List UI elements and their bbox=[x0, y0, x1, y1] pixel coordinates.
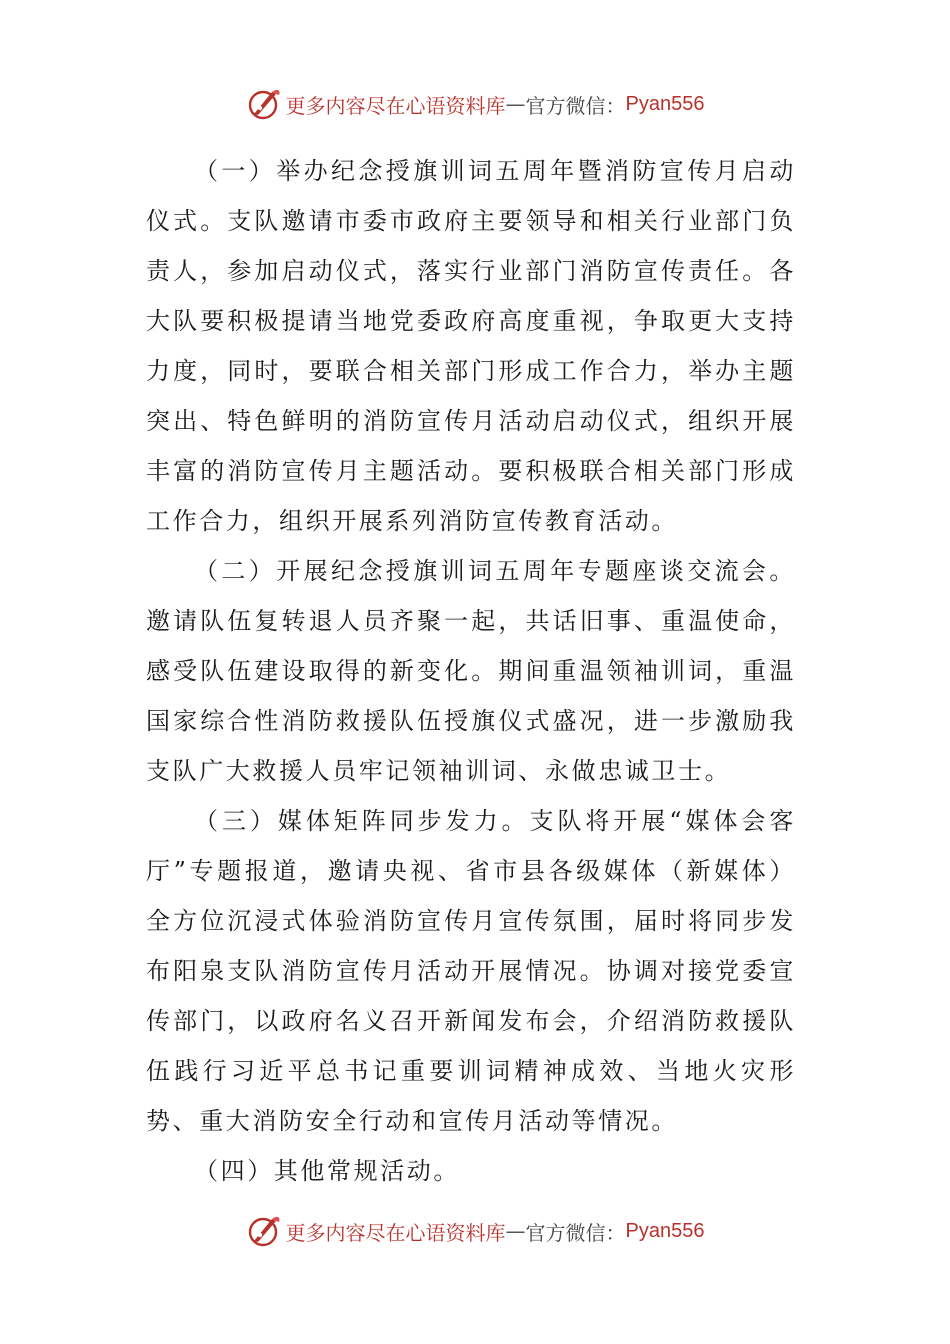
paragraph-1: （一）举办纪念授旗训词五周年暨消防宣传月启动仪式。支队邀请市委市政府主要领导和相关行业部门负责人，参加启动仪式，落实行业部门消防宣传责任。各大队要积极提请当地党委政府高度重视，争取更大支持力度，同时，要联合相关部门形成工作合力，举办主题突出、特色鲜明的消防宣传月活动启动仪式，组织开展丰富的消防宣传月主题活动。要积极联合相关部门形成工作合力，组织开展系列消防宣传教育活动。 bbox=[146, 157, 796, 535]
watermark-site-name: 更多内容尽在心语资料库 bbox=[285, 93, 506, 118]
document-body bbox=[146, 146, 796, 1196]
watermark-banner-top bbox=[0, 84, 950, 124]
watermark-site-name: 更多内容尽在心语资料库 bbox=[285, 1220, 506, 1245]
paragraph-4: （四）其他常规活动。 bbox=[194, 1157, 460, 1185]
watermark-wechat-label: 官方微信： bbox=[525, 93, 626, 118]
watermark-wechat-label: 官方微信： bbox=[525, 1220, 626, 1245]
watermark-dash: — bbox=[505, 92, 526, 116]
paragraph-3: （三）媒体矩阵同步发力。支队将开展“媒体会客厅”专题报道，邀请央视、省市县各级媒体（新媒体）全方位沉浸式体验消防宣传月宣传氛围，届时将同步发布阳泉支队消防宣传月活动开展情况。协调对接党委宣传部门，以政府名义召开新闻发布会，介绍消防救援队伍践行习近平总书记重要训词精神成效、当地火灾形势、重大消防安全行动和宣传月活动等情况。 bbox=[146, 807, 796, 1135]
watermark-wechat-id: Pyan556 bbox=[625, 92, 705, 115]
quill-logo-icon bbox=[246, 86, 282, 122]
watermark-banner-bottom bbox=[0, 1211, 950, 1251]
watermark-dash: — bbox=[505, 1219, 526, 1243]
watermark-wechat-id: Pyan556 bbox=[625, 1219, 705, 1242]
paragraph-2: （二）开展纪念授旗训词五周年专题座谈交流会。邀请队伍复转退人员齐聚一起，共话旧事、重温使命，感受队伍建设取得的新变化。期间重温领袖训词，重温国家综合性消防救援队伍授旗仪式盛况，进一步激励我支队广大救援人员牢记领袖训词、永做忠诚卫士。 bbox=[146, 557, 796, 785]
quill-logo-icon bbox=[246, 1213, 282, 1249]
